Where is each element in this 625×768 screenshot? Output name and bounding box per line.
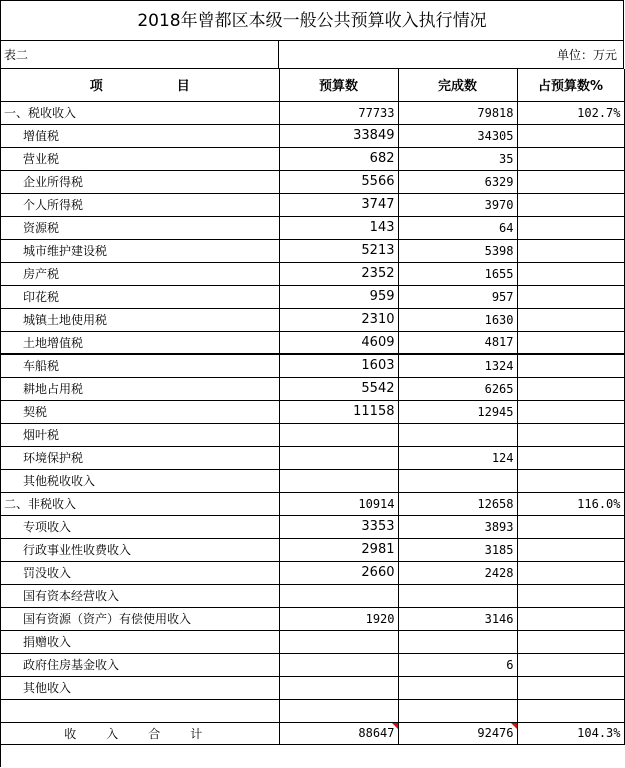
row-actual-cell[interactable]: 34305 bbox=[398, 124, 517, 147]
row-ratio-cell[interactable] bbox=[517, 239, 624, 262]
row-budget-cell[interactable]: 10914 bbox=[279, 492, 398, 515]
row-budget-cell[interactable]: 1920 bbox=[279, 607, 398, 630]
row-name-cell[interactable]: 烟叶税 bbox=[1, 423, 279, 446]
row-actual-cell[interactable]: 1630 bbox=[398, 308, 517, 331]
row-ratio-cell[interactable] bbox=[517, 216, 624, 239]
table-row bbox=[1, 193, 624, 216]
row-budget-cell[interactable]: 5213 bbox=[279, 239, 398, 262]
row-ratio-cell[interactable] bbox=[517, 147, 624, 170]
total-ratio-cell[interactable]: 104.3% bbox=[517, 722, 624, 744]
row-ratio-cell[interactable] bbox=[517, 446, 624, 469]
row-actual-cell[interactable]: 1655 bbox=[398, 262, 517, 285]
row-ratio-cell[interactable]: 102.7% bbox=[517, 101, 624, 124]
row-budget-cell[interactable]: 4609 bbox=[279, 331, 398, 354]
table-row bbox=[1, 584, 624, 607]
row-ratio-cell[interactable] bbox=[517, 538, 624, 561]
row-budget-cell[interactable]: 3747 bbox=[279, 193, 398, 216]
row-ratio-cell[interactable] bbox=[517, 699, 624, 722]
table-row bbox=[1, 699, 624, 722]
row-actual-cell[interactable]: 79818 bbox=[398, 101, 517, 124]
row-actual-cell[interactable]: 4817 bbox=[398, 331, 517, 354]
row-ratio-cell[interactable] bbox=[517, 285, 624, 308]
table-row bbox=[1, 262, 624, 285]
row-name-cell[interactable]: 房产税 bbox=[1, 262, 279, 285]
row-ratio-cell[interactable] bbox=[517, 308, 624, 331]
row-budget-cell[interactable]: 143 bbox=[279, 216, 398, 239]
row-budget-cell[interactable]: 2981 bbox=[279, 538, 398, 561]
row-ratio-cell[interactable] bbox=[517, 262, 624, 285]
table-row bbox=[1, 630, 624, 653]
table-row bbox=[1, 446, 624, 469]
row-name-cell[interactable]: 国有资源（资产）有偿使用收入 bbox=[1, 607, 279, 630]
total-actual-cell[interactable]: 92476 bbox=[398, 722, 517, 744]
row-budget-cell[interactable] bbox=[279, 699, 398, 722]
row-budget-cell[interactable]: 2660 bbox=[279, 561, 398, 584]
table-label: 表二 bbox=[1, 41, 279, 68]
row-budget-cell[interactable] bbox=[279, 446, 398, 469]
row-actual-cell[interactable]: 2428 bbox=[398, 561, 517, 584]
row-name-cell[interactable] bbox=[1, 699, 279, 722]
row-budget-cell[interactable] bbox=[279, 423, 398, 446]
row-name-cell[interactable]: 企业所得税 bbox=[1, 170, 279, 193]
table-row bbox=[1, 492, 624, 515]
row-ratio-cell[interactable] bbox=[517, 170, 624, 193]
header-item-a: 项 bbox=[89, 79, 103, 95]
row-budget-cell[interactable]: 5542 bbox=[279, 377, 398, 400]
row-budget-cell[interactable] bbox=[279, 584, 398, 607]
row-ratio-cell[interactable] bbox=[517, 515, 624, 538]
row-actual-cell[interactable]: 12945 bbox=[398, 400, 517, 423]
table-row bbox=[1, 101, 624, 124]
table-row bbox=[1, 607, 624, 630]
row-actual-cell[interactable]: 12658 bbox=[398, 492, 517, 515]
header-item-b: 目 bbox=[176, 79, 190, 95]
table-row bbox=[1, 124, 624, 147]
row-budget-cell[interactable]: 11158 bbox=[279, 400, 398, 423]
table-row bbox=[1, 377, 624, 400]
row-budget-cell[interactable] bbox=[279, 676, 398, 699]
row-name-cell[interactable]: 罚没收入 bbox=[1, 561, 279, 584]
row-actual-cell[interactable]: 6 bbox=[398, 653, 517, 676]
row-name-cell[interactable]: 二、非税收入 bbox=[1, 492, 279, 515]
row-ratio-cell[interactable] bbox=[517, 193, 624, 216]
row-ratio-cell[interactable] bbox=[517, 469, 624, 492]
row-name-cell[interactable]: 环境保护税 bbox=[1, 446, 279, 469]
total-row bbox=[1, 722, 624, 744]
table-row bbox=[1, 515, 624, 538]
row-name-cell[interactable]: 耕地占用税 bbox=[1, 377, 279, 400]
row-name-cell[interactable]: 车船税 bbox=[1, 354, 279, 377]
unit-label: 单位：万元 bbox=[279, 41, 624, 68]
row-budget-cell[interactable]: 2352 bbox=[279, 262, 398, 285]
table-row bbox=[1, 653, 624, 676]
row-actual-cell[interactable] bbox=[398, 469, 517, 492]
row-name-cell[interactable]: 专项收入 bbox=[1, 515, 279, 538]
row-ratio-cell[interactable] bbox=[517, 607, 624, 630]
row-name-cell[interactable]: 资源税 bbox=[1, 216, 279, 239]
row-budget-cell[interactable]: 1603 bbox=[279, 354, 398, 377]
table-row bbox=[1, 285, 624, 308]
table-body bbox=[1, 101, 624, 744]
row-actual-cell[interactable] bbox=[398, 423, 517, 446]
row-name-cell[interactable]: 其他收入 bbox=[1, 676, 279, 699]
row-ratio-cell[interactable] bbox=[517, 124, 624, 147]
row-budget-cell[interactable]: 682 bbox=[279, 147, 398, 170]
table-row bbox=[1, 469, 624, 492]
row-budget-cell[interactable]: 3353 bbox=[279, 515, 398, 538]
header-row bbox=[1, 69, 624, 101]
table-row bbox=[1, 400, 624, 423]
row-actual-cell[interactable] bbox=[398, 676, 517, 699]
table-row bbox=[1, 561, 624, 584]
row-name-cell[interactable]: 捐赠收入 bbox=[1, 630, 279, 653]
table-row bbox=[1, 147, 624, 170]
header-actual: 完成数 bbox=[398, 69, 517, 101]
row-ratio-cell[interactable]: 116.0% bbox=[517, 492, 624, 515]
table-row bbox=[1, 308, 624, 331]
row-ratio-cell[interactable] bbox=[517, 584, 624, 607]
table-row bbox=[1, 170, 624, 193]
row-budget-cell[interactable]: 77733 bbox=[279, 101, 398, 124]
row-ratio-cell[interactable] bbox=[517, 423, 624, 446]
row-ratio-cell[interactable] bbox=[517, 354, 624, 377]
row-actual-cell[interactable]: 124 bbox=[398, 446, 517, 469]
row-name-cell[interactable]: 政府住房基金收入 bbox=[1, 653, 279, 676]
row-ratio-cell[interactable] bbox=[517, 400, 624, 423]
row-name-cell[interactable]: 城镇土地使用税 bbox=[1, 308, 279, 331]
row-actual-cell[interactable] bbox=[398, 630, 517, 653]
table-row bbox=[1, 216, 624, 239]
row-name-cell[interactable]: 契税 bbox=[1, 400, 279, 423]
row-name-cell[interactable]: 一、税收收入 bbox=[1, 101, 279, 124]
row-name-cell[interactable]: 增值税 bbox=[1, 124, 279, 147]
row-name-cell[interactable]: 个人所得税 bbox=[1, 193, 279, 216]
row-actual-cell[interactable]: 3893 bbox=[398, 515, 517, 538]
header-budget: 预算数 bbox=[279, 69, 398, 101]
row-budget-cell[interactable]: 33849 bbox=[279, 124, 398, 147]
total-budget-cell[interactable]: 88647 bbox=[279, 722, 398, 744]
header-ratio: 占预算数% bbox=[517, 69, 624, 101]
row-actual-cell[interactable]: 5398 bbox=[398, 239, 517, 262]
row-name-cell[interactable]: 国有资本经营收入 bbox=[1, 584, 279, 607]
meta-row bbox=[1, 41, 624, 69]
row-actual-cell[interactable]: 6329 bbox=[398, 170, 517, 193]
row-name-cell[interactable]: 行政事业性收费收入 bbox=[1, 538, 279, 561]
row-actual-cell[interactable]: 3970 bbox=[398, 193, 517, 216]
row-actual-cell[interactable]: 957 bbox=[398, 285, 517, 308]
row-actual-cell[interactable] bbox=[398, 699, 517, 722]
table-row bbox=[1, 423, 624, 446]
total-label-cell[interactable]: 收入合计 bbox=[1, 722, 279, 744]
row-actual-cell[interactable]: 64 bbox=[398, 216, 517, 239]
table-row bbox=[1, 331, 624, 354]
table-row bbox=[1, 239, 624, 262]
table-row bbox=[1, 354, 624, 377]
row-budget-cell[interactable]: 959 bbox=[279, 285, 398, 308]
row-actual-cell[interactable]: 1324 bbox=[398, 354, 517, 377]
row-actual-cell[interactable]: 6265 bbox=[398, 377, 517, 400]
row-budget-cell[interactable]: 2310 bbox=[279, 308, 398, 331]
row-budget-cell[interactable] bbox=[279, 653, 398, 676]
row-name-cell[interactable]: 城市维护建设税 bbox=[1, 239, 279, 262]
row-ratio-cell[interactable] bbox=[517, 676, 624, 699]
row-ratio-cell[interactable] bbox=[517, 653, 624, 676]
revenue-table bbox=[1, 69, 625, 745]
table-row bbox=[1, 538, 624, 561]
row-ratio-cell[interactable] bbox=[517, 331, 624, 354]
row-ratio-cell[interactable] bbox=[517, 630, 624, 653]
row-name-cell[interactable]: 其他税收收入 bbox=[1, 469, 279, 492]
row-actual-cell[interactable]: 3146 bbox=[398, 607, 517, 630]
row-name-cell[interactable]: 印花税 bbox=[1, 285, 279, 308]
row-actual-cell[interactable] bbox=[398, 584, 517, 607]
row-budget-cell[interactable] bbox=[279, 630, 398, 653]
row-name-cell[interactable]: 土地增值税 bbox=[1, 331, 279, 354]
row-actual-cell[interactable]: 35 bbox=[398, 147, 517, 170]
page-title: 2018年曾都区本级一般公共预算收入执行情况 bbox=[1, 1, 624, 41]
header-item bbox=[1, 69, 279, 101]
row-budget-cell[interactable] bbox=[279, 469, 398, 492]
row-name-cell[interactable]: 营业税 bbox=[1, 147, 279, 170]
row-ratio-cell[interactable] bbox=[517, 561, 624, 584]
row-ratio-cell[interactable] bbox=[517, 377, 624, 400]
row-budget-cell[interactable]: 5566 bbox=[279, 170, 398, 193]
row-actual-cell[interactable]: 3185 bbox=[398, 538, 517, 561]
table-row bbox=[1, 676, 624, 699]
